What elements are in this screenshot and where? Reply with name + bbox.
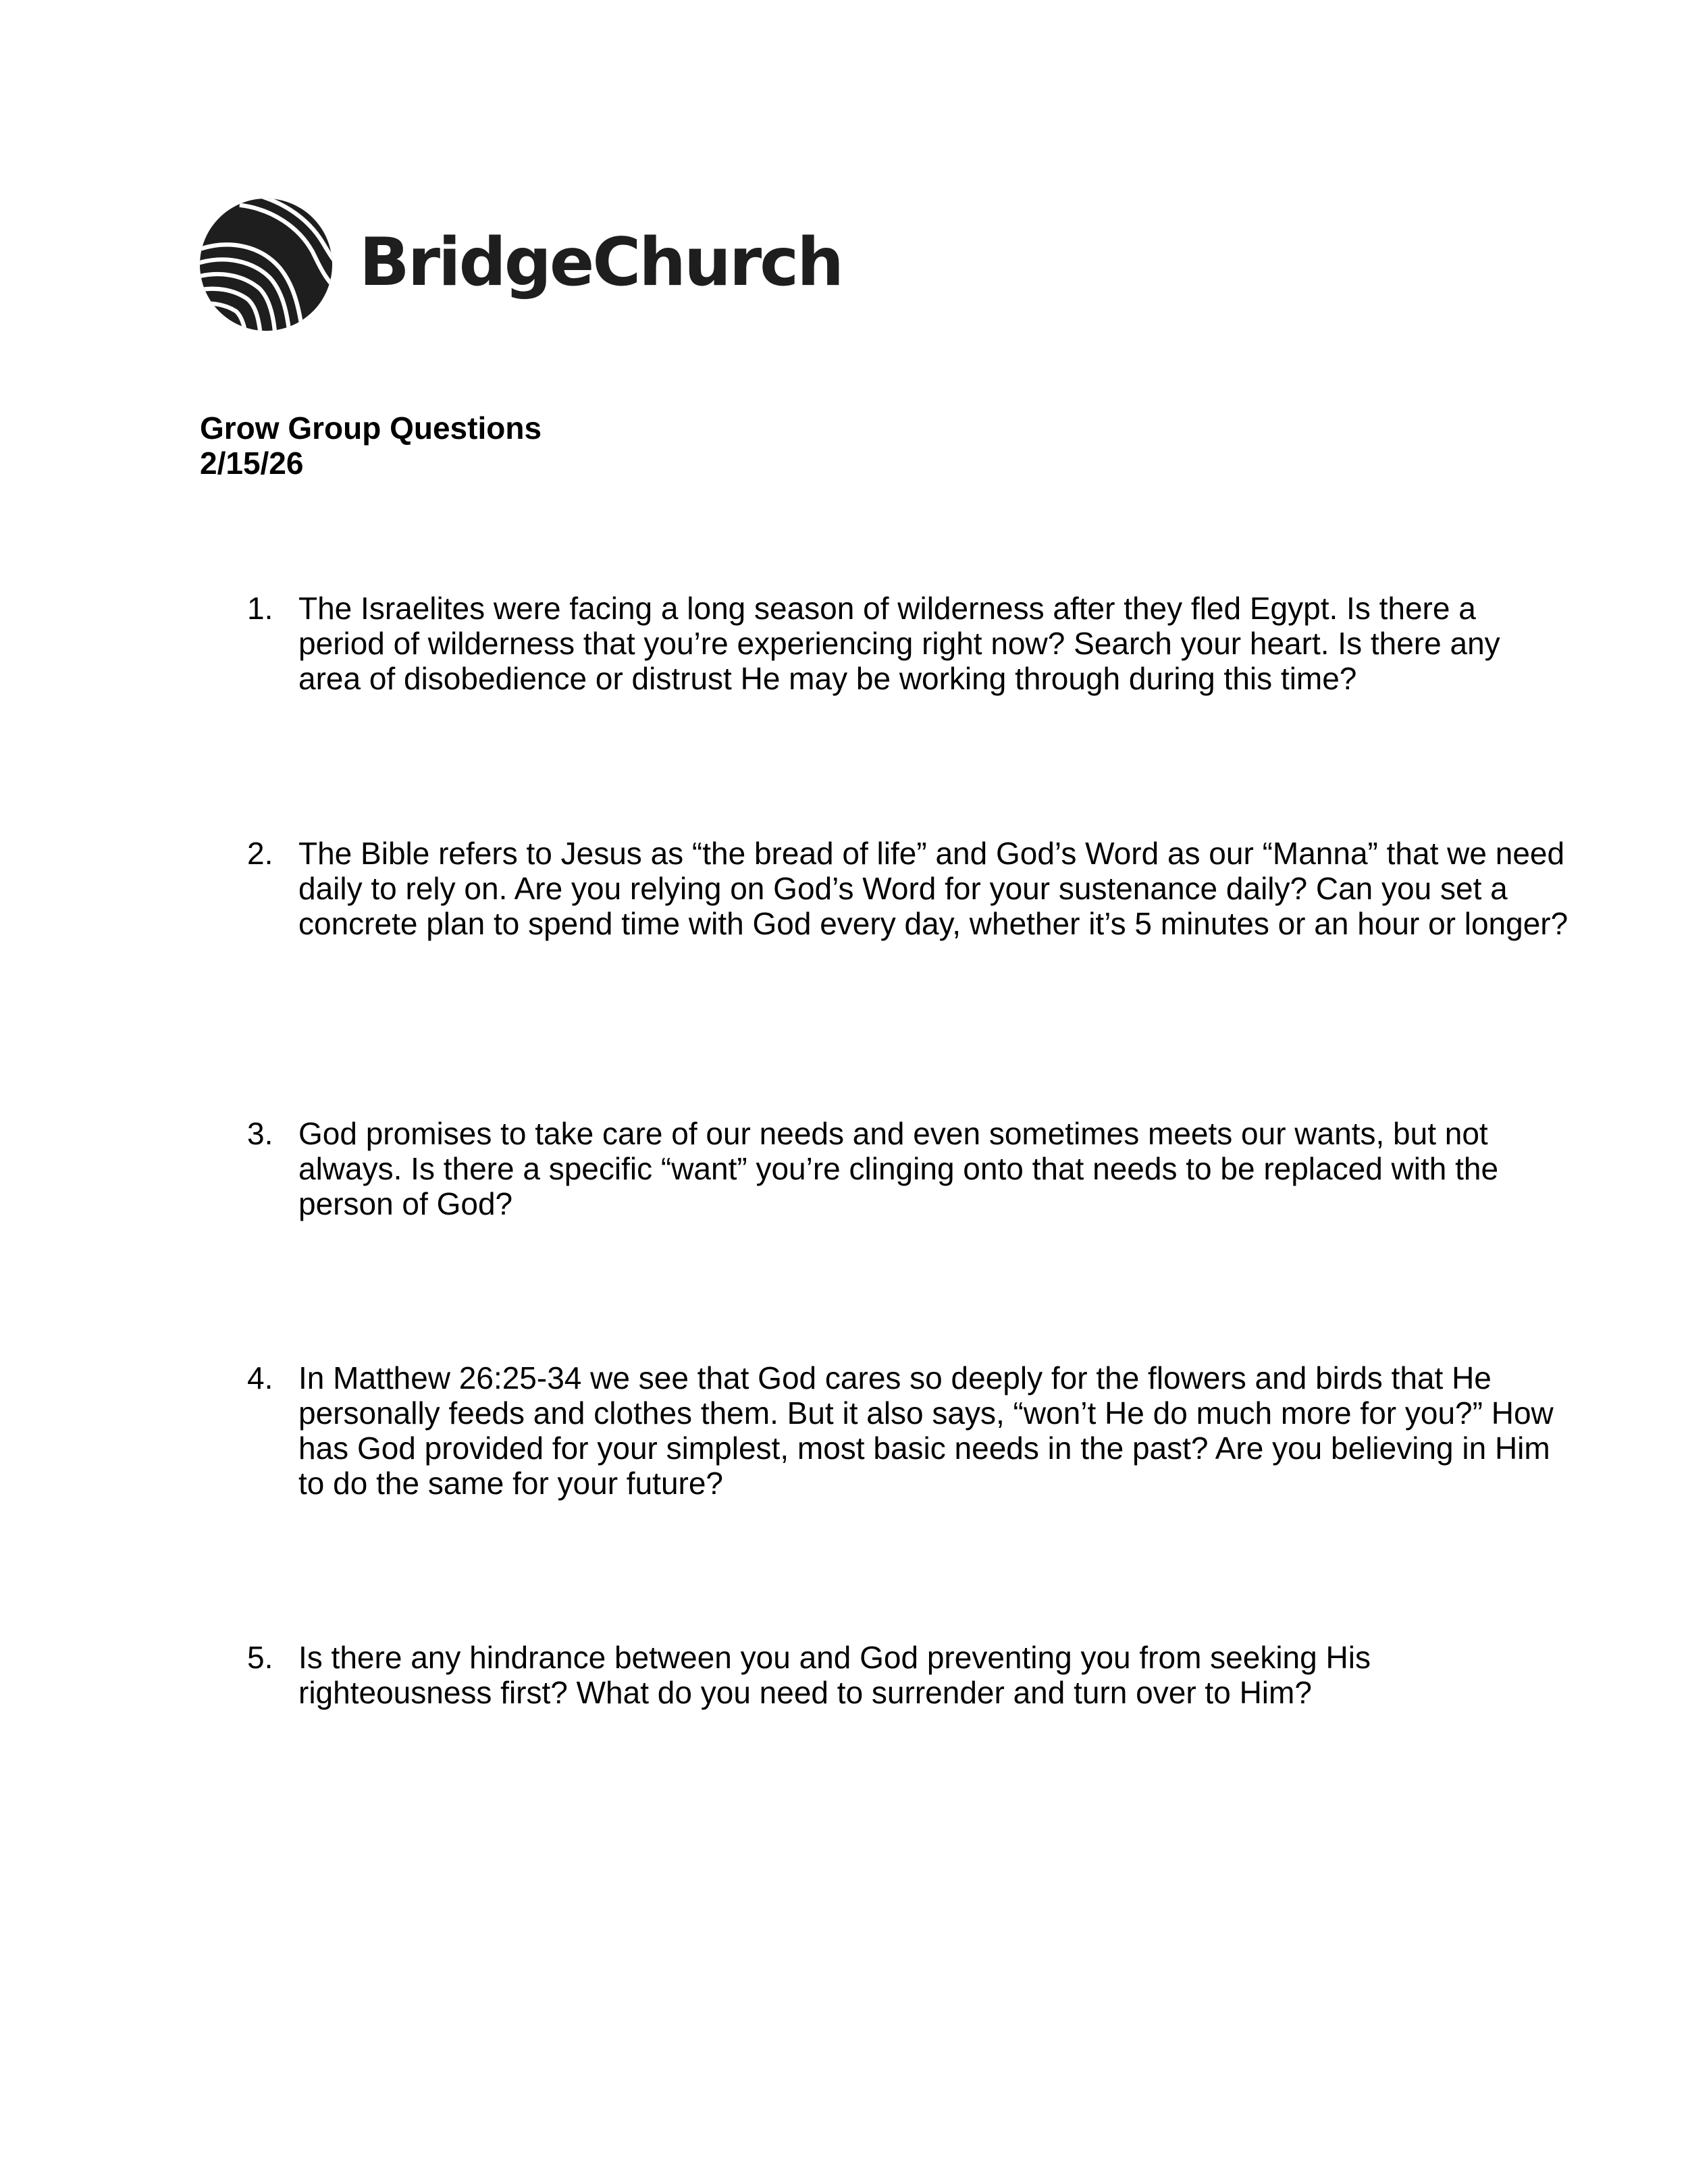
question-text: The Israelites were facing a long season of wilderness after they fled Egypt. Is there a period of wilderness that you’re experiencing right now? Search your heart. Is there any area of disobedience or distrust He may be working through during this time?	[298, 591, 1500, 696]
question-text: In Matthew 26:25-34 we see that God cares so deeply for the flowers and birds that He personally feeds and clothes them. But it also says, “won’t He do much more for you?” How has God provided for your simplest, most basic needs in the past? Are you believing in Him to do the same for your future?	[298, 1360, 1554, 1501]
question-item	[247, 1360, 1571, 1501]
question-text: God promises to take care of our needs and even sometimes meets our wants, but not always. Is there a specific “want” you’re clinging onto that needs to be replaced with the person of God?	[298, 1116, 1499, 1221]
question-number: 1.	[247, 591, 273, 626]
question-text: The Bible refers to Jesus as “the bread of life” and God’s Word as our “Manna” that we need daily to rely on. Are you relying on God’s Word for your sustenance daily? Can you set a concrete plan to spend time with God every day, whether it’s 5 minutes or an hour or longer?	[298, 836, 1568, 941]
question-number: 4.	[247, 1360, 273, 1395]
question-item	[247, 591, 1571, 696]
question-item	[247, 1116, 1571, 1221]
logo-wordmark: BridgeChurch	[359, 224, 843, 301]
question-item	[247, 836, 1571, 941]
question-number: 3.	[247, 1116, 273, 1151]
question-number: 5.	[247, 1640, 273, 1675]
page-title: Grow Group Questions	[200, 410, 542, 446]
document-date: 2/15/26	[200, 446, 304, 481]
question-text: Is there any hindrance between you and God preventing you from seeking His righteousness first? What do you need to surrender and turn over to Him?	[298, 1640, 1371, 1710]
question-item	[247, 1640, 1571, 1710]
question-number: 2.	[247, 836, 273, 871]
